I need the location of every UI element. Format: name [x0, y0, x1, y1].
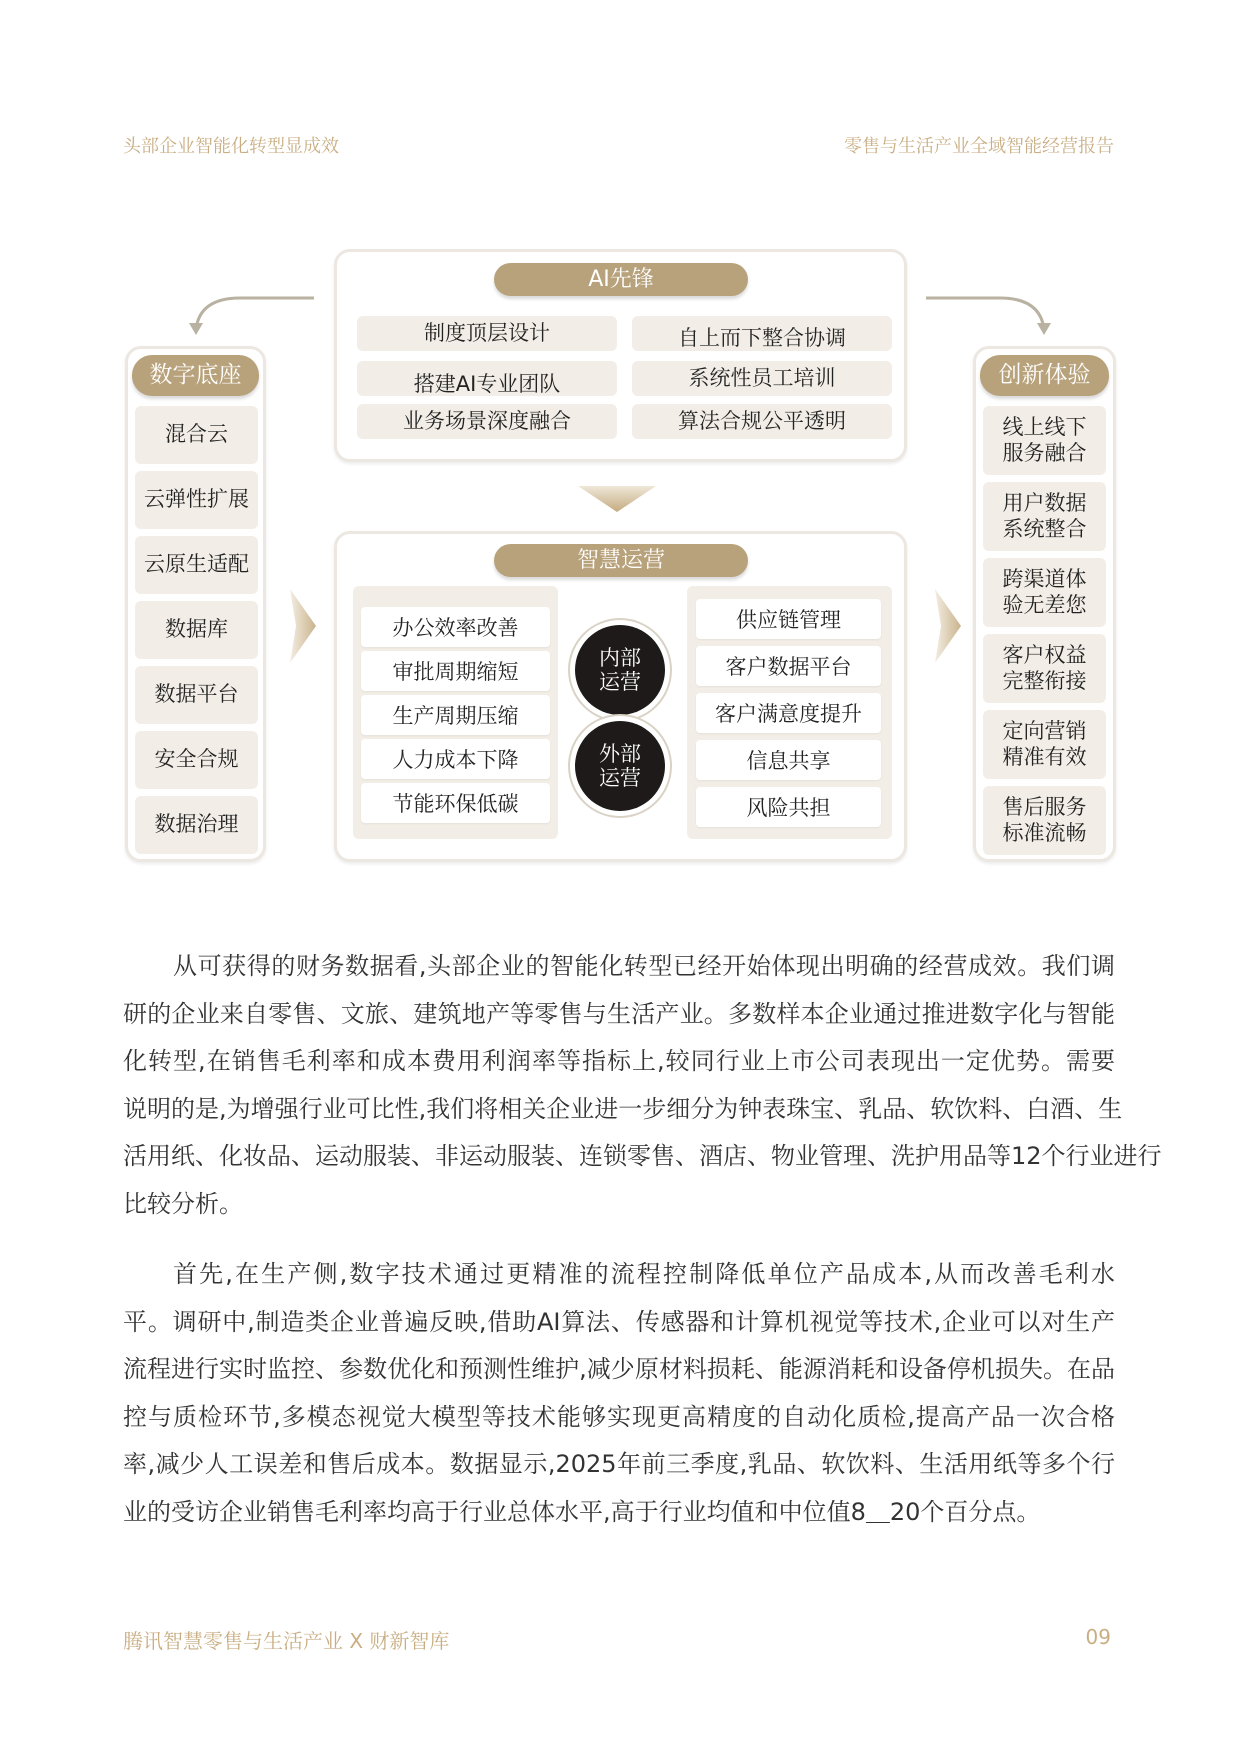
paragraph-line: 流程进行实时监控、参数优化和预测性维护,减少原材料损耗、能源消耗和设备停机损失。在品: [123, 1355, 1115, 1384]
internal-ops-item: 审批周期缩短: [361, 651, 550, 691]
innovation-item: [983, 482, 1106, 551]
external-ops-item: 客户数据平台: [696, 646, 881, 686]
curved-arrow-right-icon: [910, 285, 1060, 345]
internal-ops-item: 节能环保低碳: [361, 783, 550, 823]
ai-pioneer-item: 搭建AI专业团队: [357, 361, 617, 396]
paragraph-line: 说明的是,为增强行业可比性,我们将相关企业进一步细分为钟表珠宝、乳品、软饮料、白酒、生: [123, 1094, 1123, 1123]
paragraph-line: 研的企业来自零售、文旅、建筑地产等零售与生活产业。多数样本企业通过推进数字化与智能: [123, 999, 1115, 1028]
label-line: 外部: [599, 741, 641, 766]
paragraph-1: [123, 943, 1162, 1229]
innovation-item-line: 验无差您: [1002, 592, 1087, 617]
paragraph-line: 活用纸、化妆品、运动服装、非运动服装、连锁零售、酒店、物业管理、洗护用品等12个行业进行: [123, 1142, 1162, 1171]
paragraph-line: 首先,在生产侧,数字技术通过更精准的流程控制降低单位产品成本,从而改善毛利水: [173, 1260, 1115, 1288]
curved-arrow-left-icon: [180, 285, 330, 345]
page-number: 09: [1085, 1625, 1111, 1649]
external-ops-item: 供应链管理: [696, 599, 881, 639]
digital-base-item: 云原生适配: [135, 536, 258, 594]
internal-ops-item: 生产周期压缩: [361, 695, 550, 735]
innovation-item: [983, 710, 1106, 779]
running-header-right: 零售与生活产业全域智能经营报告: [844, 136, 1114, 157]
external-ops-item: 风险共担: [696, 787, 881, 827]
external-operations-badge: [575, 721, 665, 811]
internal-ops-item: 人力成本下降: [361, 739, 550, 779]
innovation-item-line: 精准有效: [1002, 744, 1087, 769]
innovation-item-line: 客户权益: [1002, 643, 1087, 668]
ai-pioneer-item: 自上而下整合协调: [632, 316, 892, 351]
internal-ops-item: 办公效率改善: [361, 607, 550, 647]
innovation-item-line: 系统整合: [1002, 516, 1087, 541]
running-header-left: 头部企业智能化转型显成效: [123, 136, 339, 157]
internal-operations-badge: [575, 625, 665, 715]
digital-base-item: 云弹性扩展: [135, 471, 258, 529]
chevron-down-icon: [578, 486, 656, 514]
smart-operations-title: 智慧运营: [494, 544, 748, 577]
paragraph-line: 率,减少人工误差和售后成本。数据显示,2025年前三季度,乳品、软饮料、生活用纸等多个行: [123, 1450, 1115, 1479]
innovation-item-line: 线上线下: [1002, 415, 1087, 440]
digital-base-item: 数据平台: [135, 666, 258, 724]
ai-pioneer-item: 业务场景深度融合: [357, 404, 617, 439]
external-ops-item: 客户满意度提升: [696, 693, 881, 733]
innovation-item-line: 跨渠道体: [1002, 567, 1087, 592]
external-ops-item: 信息共享: [696, 740, 881, 780]
innovation-item: [983, 634, 1106, 703]
footer-source: 腾讯智慧零售与生活产业 X 财新智库: [123, 1629, 450, 1653]
innovation-item-line: 定向营销: [1002, 719, 1087, 744]
ai-pioneer-item: 系统性员工培训: [632, 361, 892, 396]
paragraph-line: 控与质检环节,多模态视觉大模型等技术能够实现更高精度的自动化质检,提高产品一次合格: [123, 1402, 1115, 1431]
innovation-item-line: 服务融合: [1002, 440, 1087, 465]
digital-base-item: 数据库: [135, 601, 258, 659]
innovation-item-line: 标准流畅: [1002, 820, 1087, 845]
innovation-item-line: 售后服务: [1002, 795, 1087, 820]
innovation-item-line: 用户数据: [1002, 491, 1087, 516]
paragraph-line: 从可获得的财务数据看,头部企业的智能化转型已经开始体现出明确的经营成效。我们调: [173, 952, 1115, 980]
chevron-right-icon: [290, 589, 318, 663]
chevron-right-icon: [935, 589, 963, 663]
paragraph-line: 业的受访企业销售毛利率均高于行业总体水平,高于行业均值和中位值8＿20个百分点。: [123, 1497, 1041, 1526]
innovation-item-line: 完整衔接: [1002, 668, 1087, 693]
ai-pioneer-title: AI先锋: [494, 263, 748, 296]
ai-pioneer-item: 制度顶层设计: [357, 316, 617, 351]
digital-base-item: 数据治理: [135, 796, 258, 854]
label-line: 内部: [599, 645, 641, 670]
label-line: 运营: [599, 670, 641, 694]
innovation-item: [983, 558, 1106, 627]
paragraph-2: [123, 1251, 1115, 1537]
digital-base-item: 混合云: [135, 406, 258, 464]
digital-base-title: 数字底座: [132, 355, 259, 396]
innovation-item: [983, 406, 1106, 475]
innovation-experience-title: 创新体验: [980, 355, 1109, 396]
paragraph-line: 化转型,在销售毛利率和成本费用利润率等指标上,较同行业上市公司表现出一定优势。需要: [123, 1047, 1115, 1076]
innovation-item: [983, 786, 1106, 855]
digital-base-item: 安全合规: [135, 731, 258, 789]
paragraph-line: 比较分析。: [123, 1189, 243, 1218]
ai-pioneer-item: 算法合规公平透明: [632, 404, 892, 439]
paragraph-line: 平。调研中,制造类企业普遍反映,借助AI算法、传感器和计算机视觉等技术,企业可以对生产: [123, 1307, 1115, 1336]
label-line: 运营: [599, 766, 641, 790]
